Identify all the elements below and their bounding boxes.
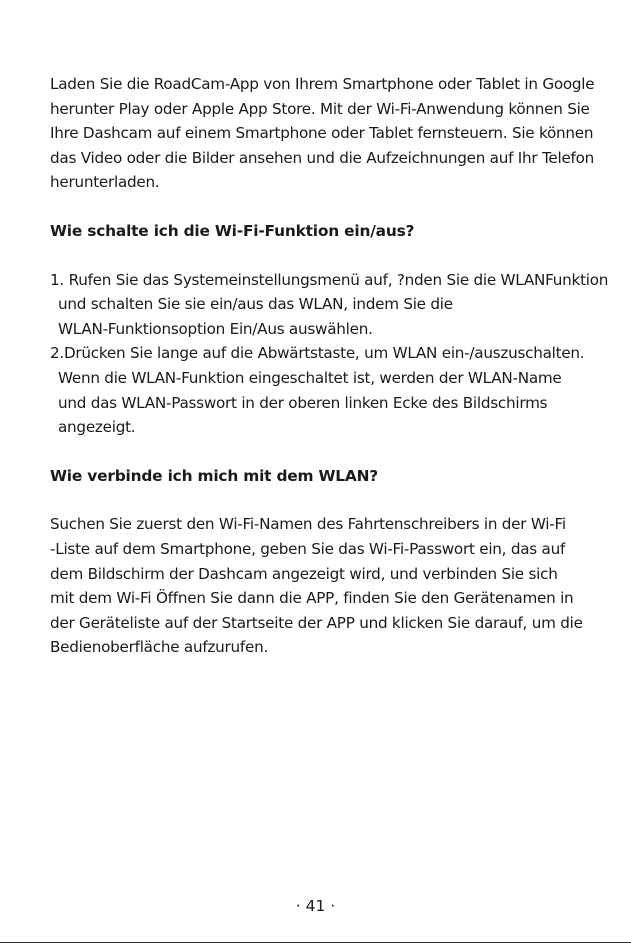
wifi-connect-paragraph	[50, 512, 598, 660]
connect-line: -Liste auf dem Smartphone, geben Sie das Wi-Fi-Passwort ein, das auf	[50, 539, 566, 558]
bottom-divider	[0, 942, 631, 943]
intro-line: Ihre Dashcam auf einem Smartphone oder Tablet fernsteuern. Sie können	[50, 124, 594, 143]
intro-line: das Video oder die Bilder ansehen und die Aufzeichnungen auf Ihr Telefon	[50, 148, 595, 167]
connect-line: Suchen Sie zuerst den Wi-Fi-Namen des Fahrtenschreibers in der Wi-Fi	[50, 515, 566, 534]
step-line: angezeigt.	[58, 418, 136, 437]
wifi-toggle-steps	[50, 268, 609, 440]
intro-line: herunter Play oder Apple App Store. Mit der Wi-Fi-Anwendung können Sie	[50, 99, 590, 118]
step-line: und schalten Sie sie ein/aus das WLAN, indem Sie die	[58, 295, 453, 314]
page-number: · 41 ·	[295, 897, 336, 915]
page-content	[50, 72, 609, 660]
step-line: Wenn die WLAN-Funktion eingeschaltet ist, werden der WLAN-Name	[58, 368, 562, 387]
connect-line: mit dem Wi-Fi Öffnen Sie dann die APP, finden Sie den Gerätenamen in	[50, 589, 574, 608]
section-heading-wifi-connect: Wie verbinde ich mich mit dem WLAN?	[50, 466, 379, 485]
connect-line: Bedienoberfläche aufzurufen.	[50, 638, 269, 657]
step-line: und das WLAN-Passwort in der oberen linken Ecke des Bildschirms	[58, 393, 548, 412]
section-heading-wifi-toggle: Wie schalte ich die Wi-Fi-Funktion ein/aus?	[50, 221, 415, 240]
step-line: WLAN-Funktionsoption Ein/Aus auswählen.	[58, 319, 373, 338]
intro-line: herunterladen.	[50, 173, 160, 192]
connect-line: dem Bildschirm der Dashcam angezeigt wird, und verbinden Sie sich	[50, 564, 558, 583]
intro-paragraph	[50, 72, 598, 195]
connect-line: der Geräteliste auf der Startseite der APP und klicken Sie darauf, um die	[50, 613, 583, 632]
step-line: 2.Drücken Sie lange auf die Abwärtstaste, um WLAN ein-/auszuschalten.	[50, 344, 585, 363]
intro-line: Laden Sie die RoadCam-App von Ihrem Smartphone oder Tablet in Google	[50, 75, 595, 93]
step-line: 1. Rufen Sie das Systemeinstellungsmenü auf, ?nden Sie die WLANFunktion	[50, 270, 609, 289]
